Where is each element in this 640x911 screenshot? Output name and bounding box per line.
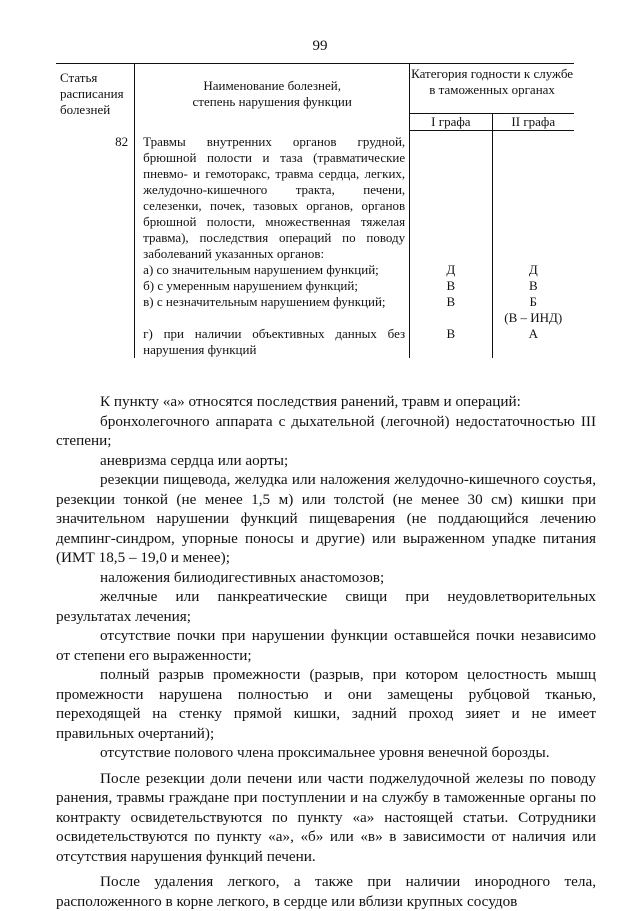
item-graph-1: В [410,294,492,326]
table-header-row [56,64,574,114]
item-label: а) со значительным нарушением функций; [135,262,410,278]
item-label: г) при наличии объективных данных без нарушения функций [135,326,410,358]
item-graph-2-group [492,294,574,326]
table-row [56,294,574,326]
table-row [56,326,574,358]
page-number: 99 [312,38,328,54]
item-graph-1: В [410,278,492,294]
item-graph-2: В [528,278,538,293]
header-graph-1: I графа [410,113,492,130]
item-graph-2: А [528,326,538,341]
header-disease-name [135,64,410,131]
header-article: Статья расписания болезней [56,64,135,131]
paragraph: отсутствие полового члена проксимальнее уровня венечной борозды. [100,744,550,761]
item-graph-2-note: (В – ИНД) [504,310,563,325]
table-row [56,262,574,278]
paragraph: бронхолегочного аппарата с дыхательной (легочной) недостаточностью III степени; [56,412,596,449]
table-row-main [56,130,574,262]
header-category: Категория годности к службе в таможенных органах [410,64,574,114]
paragraph: резекции пищевода, желудка или наложения желудочно-кишечного соустья, резекции тонкой (не менее 1,5 м) или толстой (не менее 30 см) кишки при значительном нарушении функций пищеварения (не поддающийся лечению демпинг-синдром, упорные поносы и другие) или выраженном упадке питания (ИМТ 18,5 – 19,0 и менее); [56,471,596,566]
paragraph: После удаления легкого, а также при наличии инородного тела, расположенного в корне легкого, в сердце или вблизи крупных сосудов [56,873,596,910]
paragraph: желчные или панкреатические свищи при неудовлетворительных результатах лечения; [56,588,596,625]
item-graph-1: Д [410,262,492,278]
item-graph-1: В [410,326,492,358]
paragraph: К пункту «а» относятся последствия ранений, травм и операций: [100,393,521,410]
item-label: б) с умеренным нарушением функций; [135,278,410,294]
table-row [56,278,574,294]
disease-schedule-table [56,63,574,358]
item-label: в) с незначительным нарушением функций; [135,294,410,326]
item-graph-2: Б [529,294,538,309]
header-graph-2: II графа [492,113,574,130]
paragraph: наложения билиодигестивных анастомозов; [100,568,385,586]
paragraph: После резекции доли печени или части поджелудочной железы по поводу ранения, травмы граждане при поступлении и на службу в таможенные органы по контракту освидетельствуются по пункту «а» настоящей статьи. Сотрудники освидетельствуются по пункту «а», «б» или «в» в зависимости от наличия или отсутствия нарушения функций печени. [56,769,596,865]
header-disease-name-line1: Наименование болезней, [203,78,341,93]
article-number: 82 [56,130,135,262]
article-description: Травмы внутренних органов грудной, брюшной полости и таза (травматические пневмо- и гемоторакс, травма сердца, легких, желудочно-кишечного тракта, печени, селезенки, почек, тазовых органов, органов брюшной полости, множественная тяжелая травма), последствия операций по поводу заболеваний указанных органов: [135,130,410,262]
body-text [56,392,596,911]
item-graph-2: Д [528,262,538,277]
paragraph: отсутствие почки при нарушении функции оставшейся почки независимо от степени его выраженности; [56,627,596,664]
paragraph: полный разрыв промежности (разрыв, при котором целостность мышц промежности нарушена полностью и они замещены рубцовой тканью, переходящей на стенку прямой кишки, задний проход зияет и не имеет правильных очертаний); [56,666,596,742]
paragraph: аневризма сердца или аорты; [100,451,289,469]
header-disease-name-line2: степень нарушения функции [192,94,352,109]
